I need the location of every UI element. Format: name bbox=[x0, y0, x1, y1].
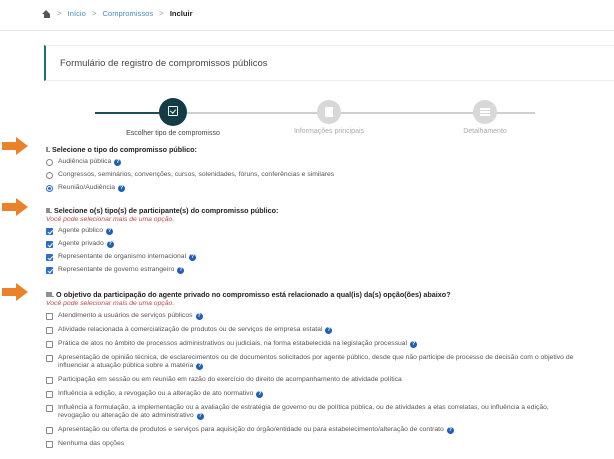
step-circle bbox=[317, 100, 341, 124]
help-icon[interactable]: ? bbox=[411, 340, 416, 347]
checkbox[interactable] bbox=[46, 391, 53, 398]
checkbox[interactable] bbox=[46, 355, 53, 362]
checkbox-option-oferta-produtos[interactable] bbox=[46, 426, 586, 434]
step-label: Informações principais bbox=[293, 128, 365, 135]
help-icon[interactable]: ? bbox=[107, 227, 112, 234]
checkbox[interactable] bbox=[46, 377, 53, 384]
option-label: Atividade relacionada à comercialização de produtos ou de serviços de empresa estatal bbox=[58, 326, 323, 333]
section-hint: Você pode selecionar mais de uma opção. bbox=[46, 216, 175, 223]
checkbox-option-ato-normativo[interactable] bbox=[46, 390, 586, 398]
section-hint: Você pode selecionar mais de uma opção. bbox=[46, 300, 175, 307]
step-detalhamento[interactable] bbox=[425, 100, 545, 135]
help-icon[interactable]: ? bbox=[197, 312, 201, 319]
option-label: Reunião/Audiência bbox=[58, 184, 116, 191]
page-title: Formulário de registro de compromissos públicos bbox=[60, 58, 268, 69]
option-label: Influência a edição, a revogação ou a alteração de ato normativo bbox=[58, 390, 254, 397]
checkbox[interactable] bbox=[46, 228, 53, 235]
checkbox-option-comercializacao[interactable] bbox=[46, 326, 586, 334]
option-label: Agente privado bbox=[58, 240, 104, 247]
section-tipo-participante bbox=[46, 206, 278, 274]
checkbox-option-nenhuma[interactable] bbox=[46, 440, 586, 448]
checkbox[interactable] bbox=[46, 313, 53, 320]
breadcrumb-separator: > bbox=[57, 9, 62, 18]
breadcrumb-separator: > bbox=[91, 9, 97, 18]
option-label-text: Influência a formulação, a implementação ou a avaliação de estratégia de governo ou de política pública, ou de atividades a elas correlatas, ou influência a edição, revogação ou alteração de ato administrativo bbox=[58, 404, 549, 419]
checkbox-option-agente-privado[interactable] bbox=[46, 240, 278, 248]
option-label: Congressos, seminários, convenções, cursos, solenidades, fóruns, conferências e similares bbox=[58, 171, 335, 178]
step-escolher-tipo[interactable] bbox=[113, 100, 233, 137]
checkbox-option-atendimento[interactable] bbox=[46, 312, 586, 320]
home-icon[interactable] bbox=[42, 10, 51, 18]
radio-option-congressos[interactable] bbox=[46, 171, 334, 179]
checkbox[interactable] bbox=[46, 254, 53, 261]
help-icon[interactable]: ? bbox=[116, 158, 120, 165]
check-square-icon bbox=[168, 106, 178, 116]
checkbox-option-governo-estrangeiro[interactable] bbox=[46, 266, 278, 274]
checkbox[interactable] bbox=[46, 341, 53, 348]
breadcrumb-divider bbox=[0, 30, 614, 31]
checkbox[interactable] bbox=[46, 427, 53, 434]
breadcrumb-current: Incluir bbox=[169, 9, 193, 18]
step-circle bbox=[473, 100, 497, 124]
checkbox-option-opiniao-tecnica[interactable] bbox=[46, 354, 581, 370]
section-title: III. O objetivo da participação do agente privado no compromisso está relacionado a qual(is) da(s) opção(ões) abaixo? bbox=[46, 290, 451, 299]
breadcrumb-inicio-link[interactable]: Início bbox=[67, 9, 86, 18]
section-title: I. Selecione o tipo do compromisso público: bbox=[46, 145, 197, 154]
breadcrumb-compromissos-link[interactable]: Compromissos bbox=[102, 9, 154, 18]
option-label: Representante de organismo internacional bbox=[58, 253, 187, 260]
radio-button[interactable] bbox=[46, 172, 53, 179]
checkbox[interactable] bbox=[46, 327, 53, 334]
option-label-text: Apresentação de opinião técnica, de esclarecimentos ou de documentos solicitados por agente público, desde que não participe de processo de decisão com o objetivo de influenciar a atuação pública sobre a matéria bbox=[58, 354, 574, 369]
form-title-panel bbox=[44, 45, 614, 81]
arrow-icon bbox=[2, 284, 28, 300]
step-informacoes-principais[interactable] bbox=[269, 100, 389, 135]
option-label: Representante de governo estrangeiro bbox=[58, 266, 175, 273]
option-label: Prática de atos no âmbito de processos administrativos ou judiciais, na forma estabelecida na legislação processual bbox=[58, 340, 408, 347]
help-icon[interactable]: ? bbox=[198, 413, 202, 419]
option-label: Agente público bbox=[58, 227, 103, 234]
option-label: Participação em sessão ou em reunião em razão do exercício do direito de acompanhamento de atividade política bbox=[58, 376, 402, 383]
arrow-icon bbox=[2, 199, 28, 215]
step-circle bbox=[159, 98, 187, 126]
section-objetivo-participacao bbox=[46, 290, 586, 448]
checkbox[interactable] bbox=[46, 241, 53, 248]
help-icon[interactable]: ? bbox=[258, 390, 262, 397]
option-label: Apresentação ou oferta de produtos e serviços para aquisição do órgão/entidade ou para estabelecimento/alteração de contrato bbox=[58, 426, 444, 433]
option-label: Nenhuma das opções bbox=[58, 440, 125, 447]
option-label bbox=[58, 354, 581, 370]
breadcrumb-separator: > bbox=[159, 9, 164, 18]
help-icon[interactable]: ? bbox=[190, 253, 195, 260]
step-label: Escolher tipo de compromisso bbox=[126, 130, 220, 137]
checkbox-option-estrategia-governo[interactable] bbox=[46, 404, 581, 420]
help-icon[interactable]: ? bbox=[327, 326, 331, 333]
option-label: Atendimento a usuários de serviços públicos bbox=[58, 312, 193, 319]
help-icon[interactable]: ? bbox=[119, 184, 124, 191]
radio-button[interactable] bbox=[46, 185, 53, 192]
radio-option-audiencia-publica[interactable] bbox=[46, 158, 334, 166]
help-icon[interactable]: ? bbox=[108, 240, 112, 247]
document-icon bbox=[325, 107, 333, 117]
section-title: II. Selecione o(s) tipo(s) de participante(s) do compromisso público: bbox=[46, 206, 279, 215]
checkbox-option-organismo-internacional[interactable] bbox=[46, 253, 278, 261]
checkbox[interactable] bbox=[46, 267, 53, 274]
checkbox-option-sessao-reuniao[interactable] bbox=[46, 376, 586, 384]
radio-button[interactable] bbox=[46, 159, 53, 166]
help-icon[interactable]: ? bbox=[448, 426, 452, 433]
checkbox-option-agente-publico[interactable] bbox=[46, 227, 278, 235]
option-label bbox=[58, 404, 581, 420]
section-tipo-compromisso bbox=[46, 145, 334, 192]
breadcrumb bbox=[42, 9, 193, 18]
checkbox-option-pratica-atos[interactable] bbox=[46, 340, 586, 348]
arrow-icon bbox=[2, 138, 28, 154]
list-icon bbox=[480, 108, 490, 116]
checkbox[interactable] bbox=[46, 405, 53, 412]
checkbox[interactable] bbox=[46, 441, 53, 448]
step-label: Detalhamento bbox=[463, 128, 507, 135]
option-label: Audiência pública bbox=[58, 158, 112, 165]
stepper bbox=[95, 100, 535, 140]
help-icon[interactable]: ? bbox=[179, 266, 183, 273]
help-icon[interactable]: ? bbox=[198, 363, 202, 369]
radio-option-reuniao-audiencia[interactable] bbox=[46, 184, 334, 192]
